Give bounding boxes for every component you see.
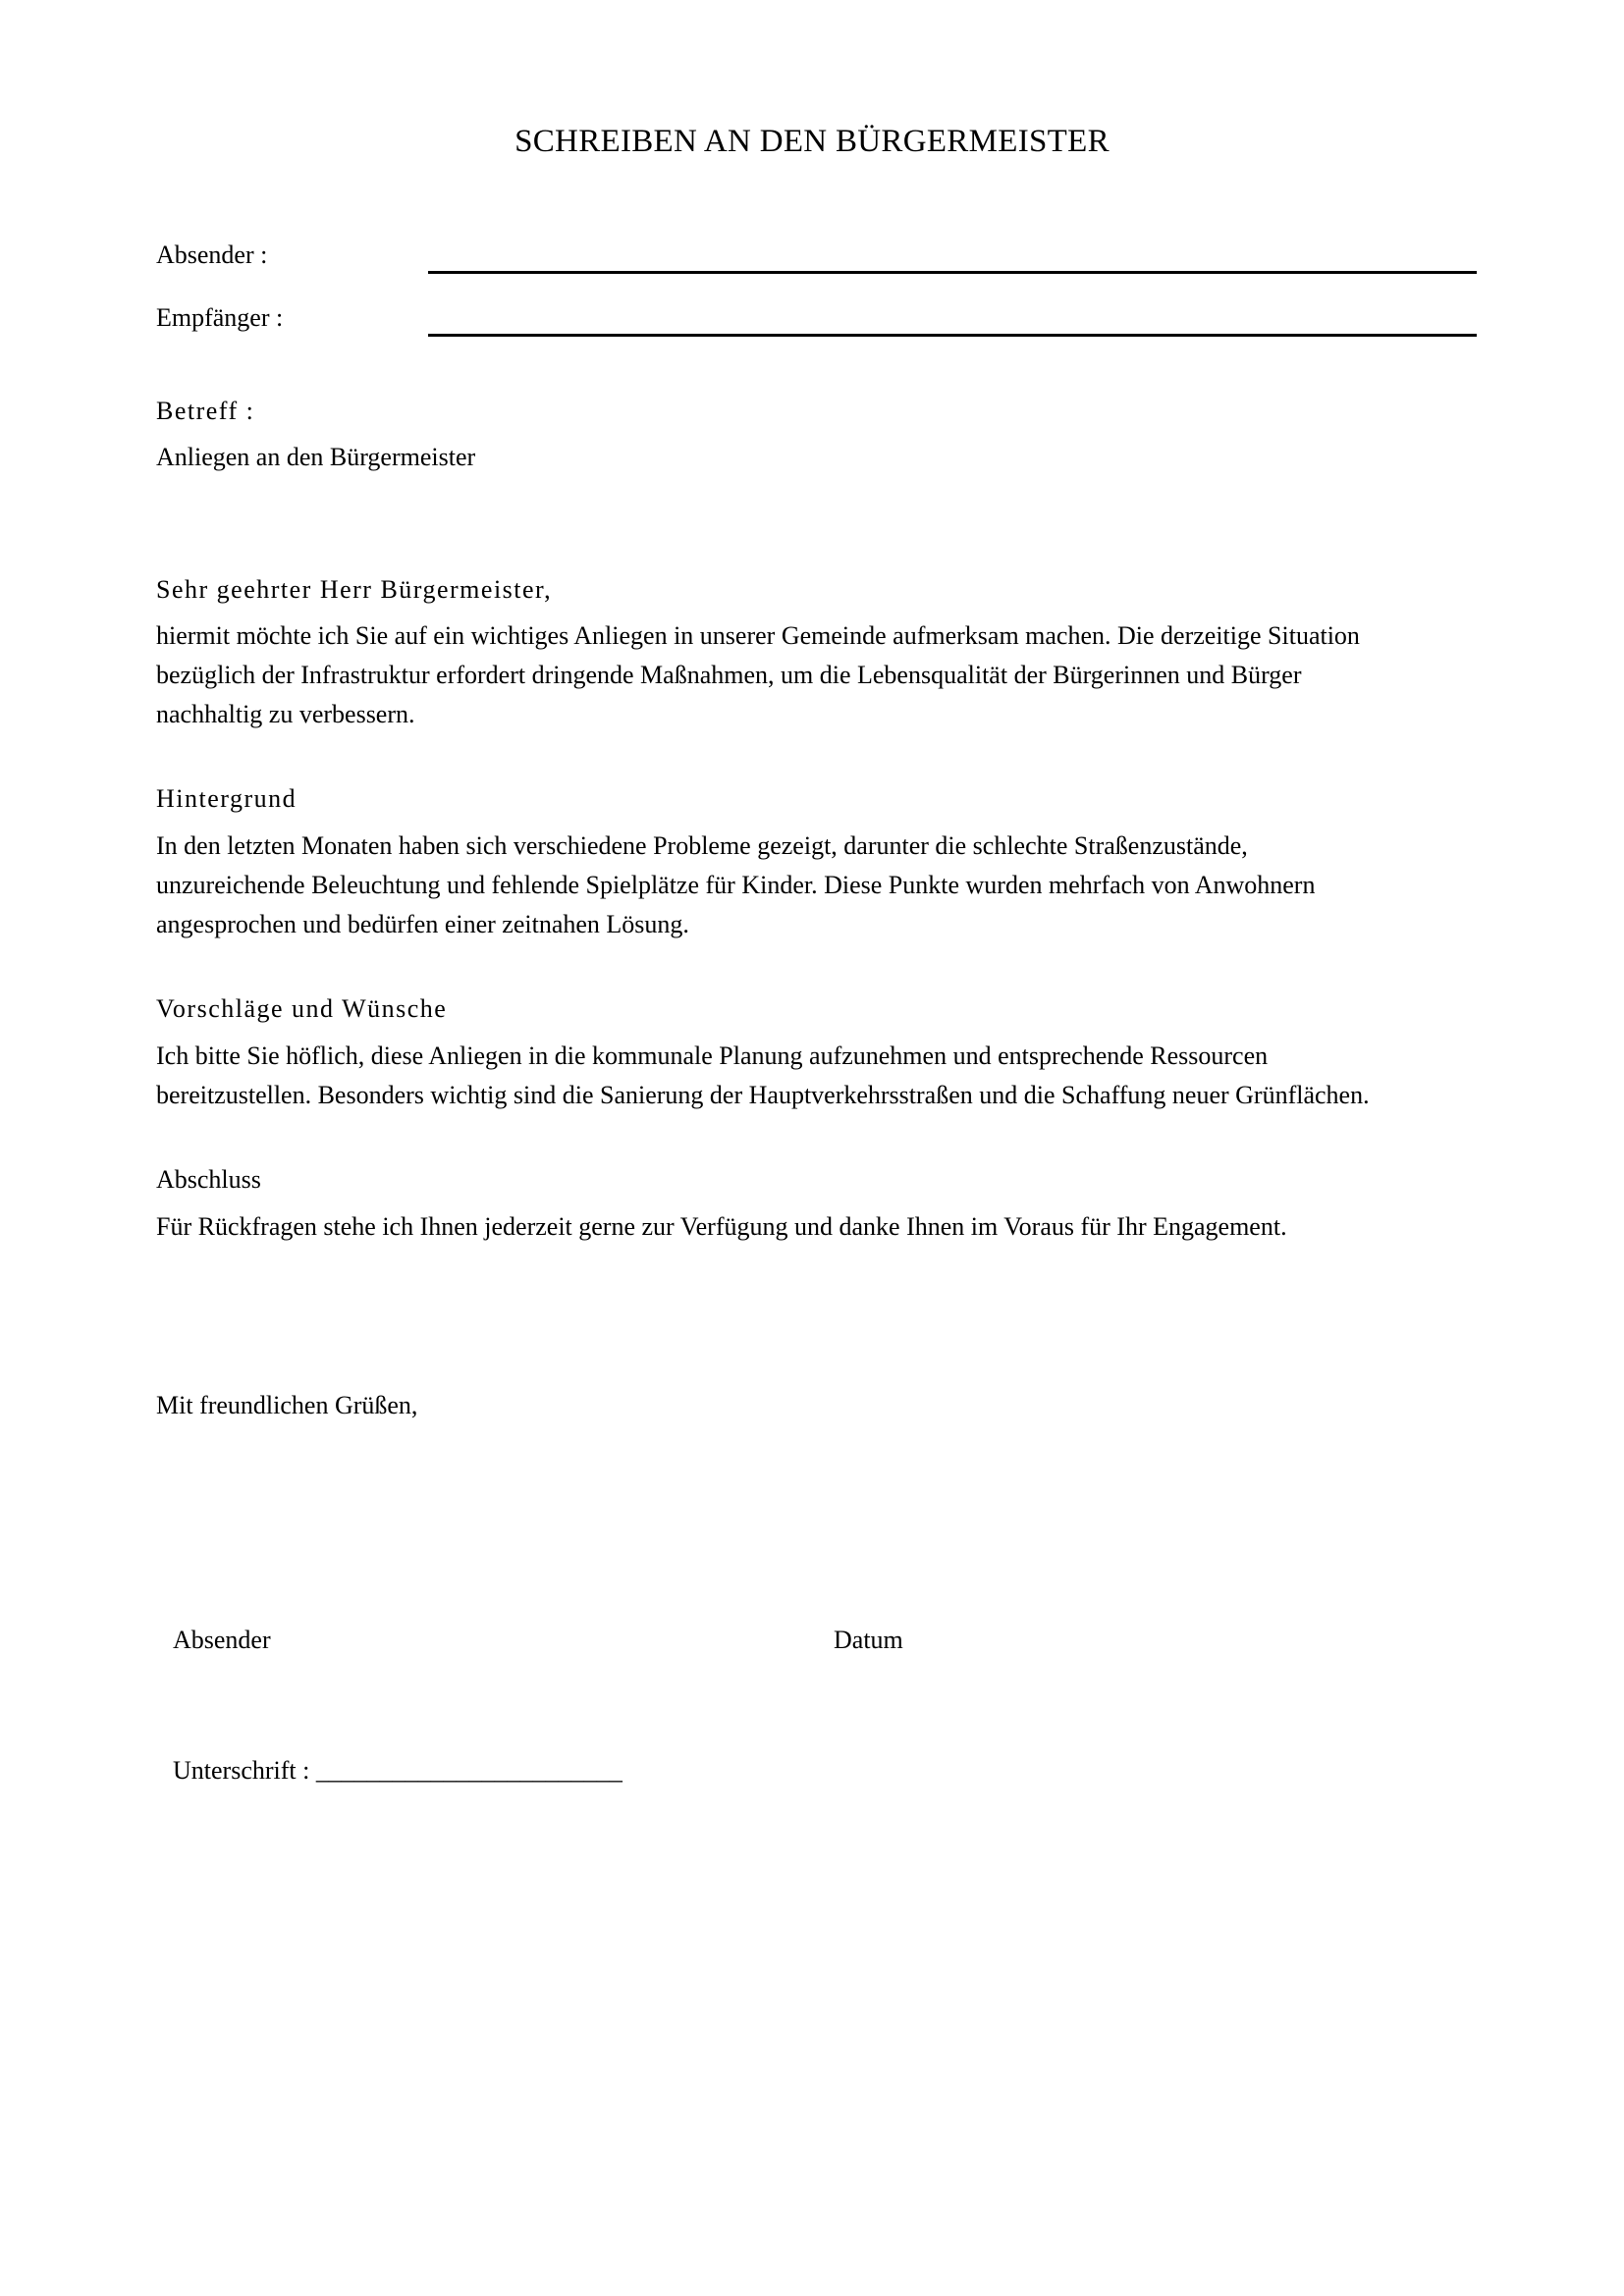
paragraph-line: angesprochen und bedürfen einer zeitnahen Lösung. [156, 910, 689, 938]
section-paragraph-background [156, 827, 1531, 944]
section-heading-conclusion: Abschluss [156, 1165, 261, 1194]
intro-line: hiermit möchte ich Sie auf ein wichtiges Anliegen in unserer Gemeinde aufmerksam machen. Die derzeitige Situation [156, 621, 1360, 650]
intro-line: nachhaltig zu verbessern. [156, 700, 415, 728]
section-heading-background: Hintergrund [156, 784, 298, 813]
recipient-label: Empfänger : [156, 303, 284, 332]
paragraph-line: unzureichende Beleuchtung und fehlende Spielplätze für Kinder. Diese Punkte wurden mehrfach von Anwohnern [156, 871, 1316, 899]
subject-value: Anliegen an den Bürgermeister [156, 443, 476, 471]
subject-label: Betreff : [156, 397, 255, 425]
section-heading-suggestions: Vorschläge und Wünsche [156, 994, 448, 1023]
footer-date-label: Datum [834, 1626, 903, 1654]
sender-label: Absender : [156, 240, 268, 269]
paragraph-line: In den letzten Monaten haben sich verschiedene Probleme gezeigt, darunter die schlechte Straßenzustände, [156, 831, 1248, 860]
paragraph-line: Für Rückfragen stehe ich Ihnen jederzeit gerne zur Verfügung und danke Ihnen im Voraus für Ihr Engagement. [156, 1212, 1287, 1241]
salutation: Sehr geehrter Herr Bürgermeister, [156, 575, 553, 604]
document-title: SCHREIBEN AN DEN BÜRGERMEISTER [514, 124, 1110, 159]
section-paragraph-conclusion [156, 1207, 1531, 1247]
recipient-line[interactable] [428, 334, 1477, 337]
paragraph-line: Ich bitte Sie höflich, diese Anliegen in die kommunale Planung aufzunehmen und entsprechende Ressourcen [156, 1041, 1269, 1070]
intro-paragraph [156, 616, 1531, 734]
paragraph-line: bereitzustellen. Besonders wichtig sind die Sanierung der Hauptverkehrsstraßen und die Schaffung neuer Grünflächen. [156, 1081, 1370, 1109]
sender-line[interactable] [428, 271, 1477, 274]
footer-sender-label: Absender [173, 1626, 271, 1654]
signature-field[interactable]: Unterschrift : ________________________ [173, 1756, 623, 1785]
closing: Mit freundlichen Grüßen, [156, 1391, 418, 1419]
section-paragraph-suggestions [156, 1037, 1531, 1115]
intro-line: bezüglich der Infrastruktur erfordert dringende Maßnahmen, um die Lebensqualität der Bürgerinnen und Bürger [156, 661, 1302, 689]
